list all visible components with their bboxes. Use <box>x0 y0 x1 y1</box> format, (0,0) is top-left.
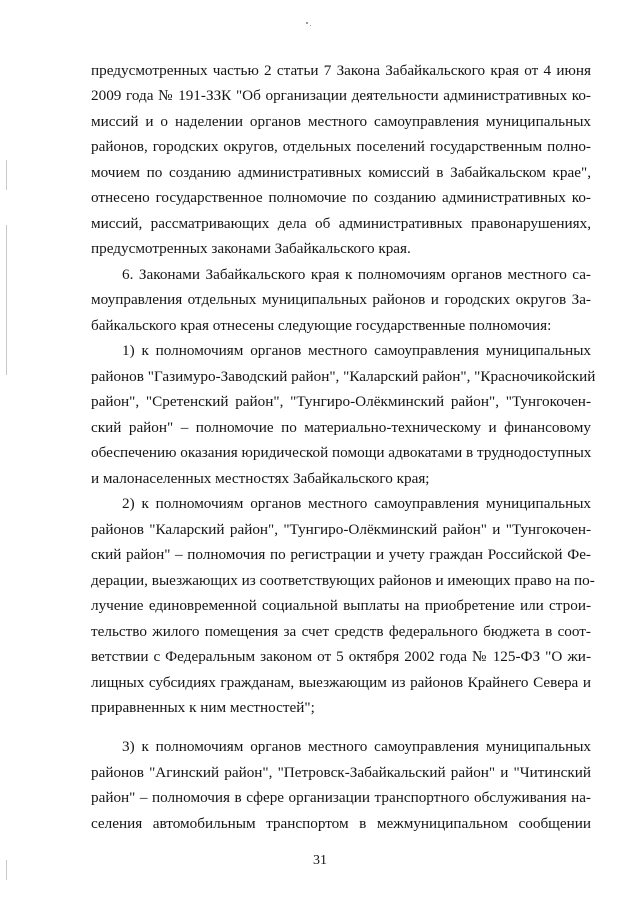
text-line: предусмотренных частью 2 статьи 7 Закона Забайкальского края от 4 июня <box>91 62 591 79</box>
text-line: мочием по созданию административных комиссий в Забайкальском крае", <box>91 164 591 181</box>
text-line: район", "Сретенский район", "Тунгиро-Олёкминский район", "Тунгокочен- <box>91 393 591 410</box>
text-line: селения автомобильным транспортом в межмуниципальном сообщении <box>91 815 591 832</box>
text-line: миссий, рассматривающих дела об административных правонарушениях, <box>91 215 591 232</box>
text-line: отнесено государственное полномочие по созданию административных ко- <box>91 189 591 206</box>
text-line: предусмотренных законами Забайкальского края. <box>91 240 411 257</box>
text-line: 1) к полномочиям органов местного самоуправления муниципальных <box>122 342 591 359</box>
scan-speck <box>306 22 308 24</box>
text-line: районов, городских округов, отдельных поселений государственным полно- <box>91 138 591 155</box>
scan-margin-mark <box>6 160 7 190</box>
text-line: ветствии с Федеральным законом от 5 октября 2002 года № 125-ФЗ "О жи- <box>91 648 591 665</box>
text-line: лучение единовременной социальной выплаты на приобретение или строи- <box>91 597 591 614</box>
text-line: лищных субсидиях гражданам, выезжающим из районов Крайнего Севера и <box>91 674 591 691</box>
text-line: приравненных к ним местностей"; <box>91 699 315 716</box>
text-line: 2) к полномочиям органов местного самоуправления муниципальных <box>122 495 591 512</box>
text-line: байкальского края отнесены следующие государственные полномочия: <box>91 317 552 334</box>
text-line: районов "Газимуро-Заводский район", "Каларский район", "Красночикойский <box>91 368 596 385</box>
text-line: 2009 года № 191-ЗЗК "Об организации деятельности административных ко- <box>91 87 591 104</box>
text-line: 3) к полномочиям органов местного самоуправления муниципальных <box>122 738 591 755</box>
text-line: дерации, выезжающих из соответствующих районов и имеющих право на по- <box>91 572 595 589</box>
text-line: районов "Каларский район", "Тунгиро-Олёкминский район" и "Тунгокочен- <box>91 521 591 538</box>
text-line: обеспечению оказания юридической помощи адвокатами в труднодоступных <box>91 444 592 461</box>
text-line: районов "Агинский район", "Петровск-Забайкальский район" и "Читинский <box>91 764 591 781</box>
text-line: ский район" – полномочие по материально-техническому и финансовому <box>91 419 591 436</box>
text-line: тельство жилого помещения за счет средств федерального бюджета в соот- <box>91 623 591 640</box>
text-line: миссий и о наделении органов местного самоуправления муниципальных <box>91 113 591 130</box>
scan-speck <box>310 25 311 26</box>
text-line: 6. Законами Забайкальского края к полномочиям органов местного са- <box>122 266 591 283</box>
text-line: ский район" – полномочия по регистрации и учету граждан Российской Фе- <box>91 546 591 563</box>
scan-margin-mark <box>6 225 7 375</box>
text-line: район" – полномочия в сфере организации транспортного обслуживания на- <box>91 789 591 806</box>
text-line: моуправления отдельных муниципальных районов и городских округов За- <box>91 291 591 308</box>
text-line: и малонаселенных местностях Забайкальского края; <box>91 470 430 487</box>
page-number: 31 <box>313 853 327 868</box>
